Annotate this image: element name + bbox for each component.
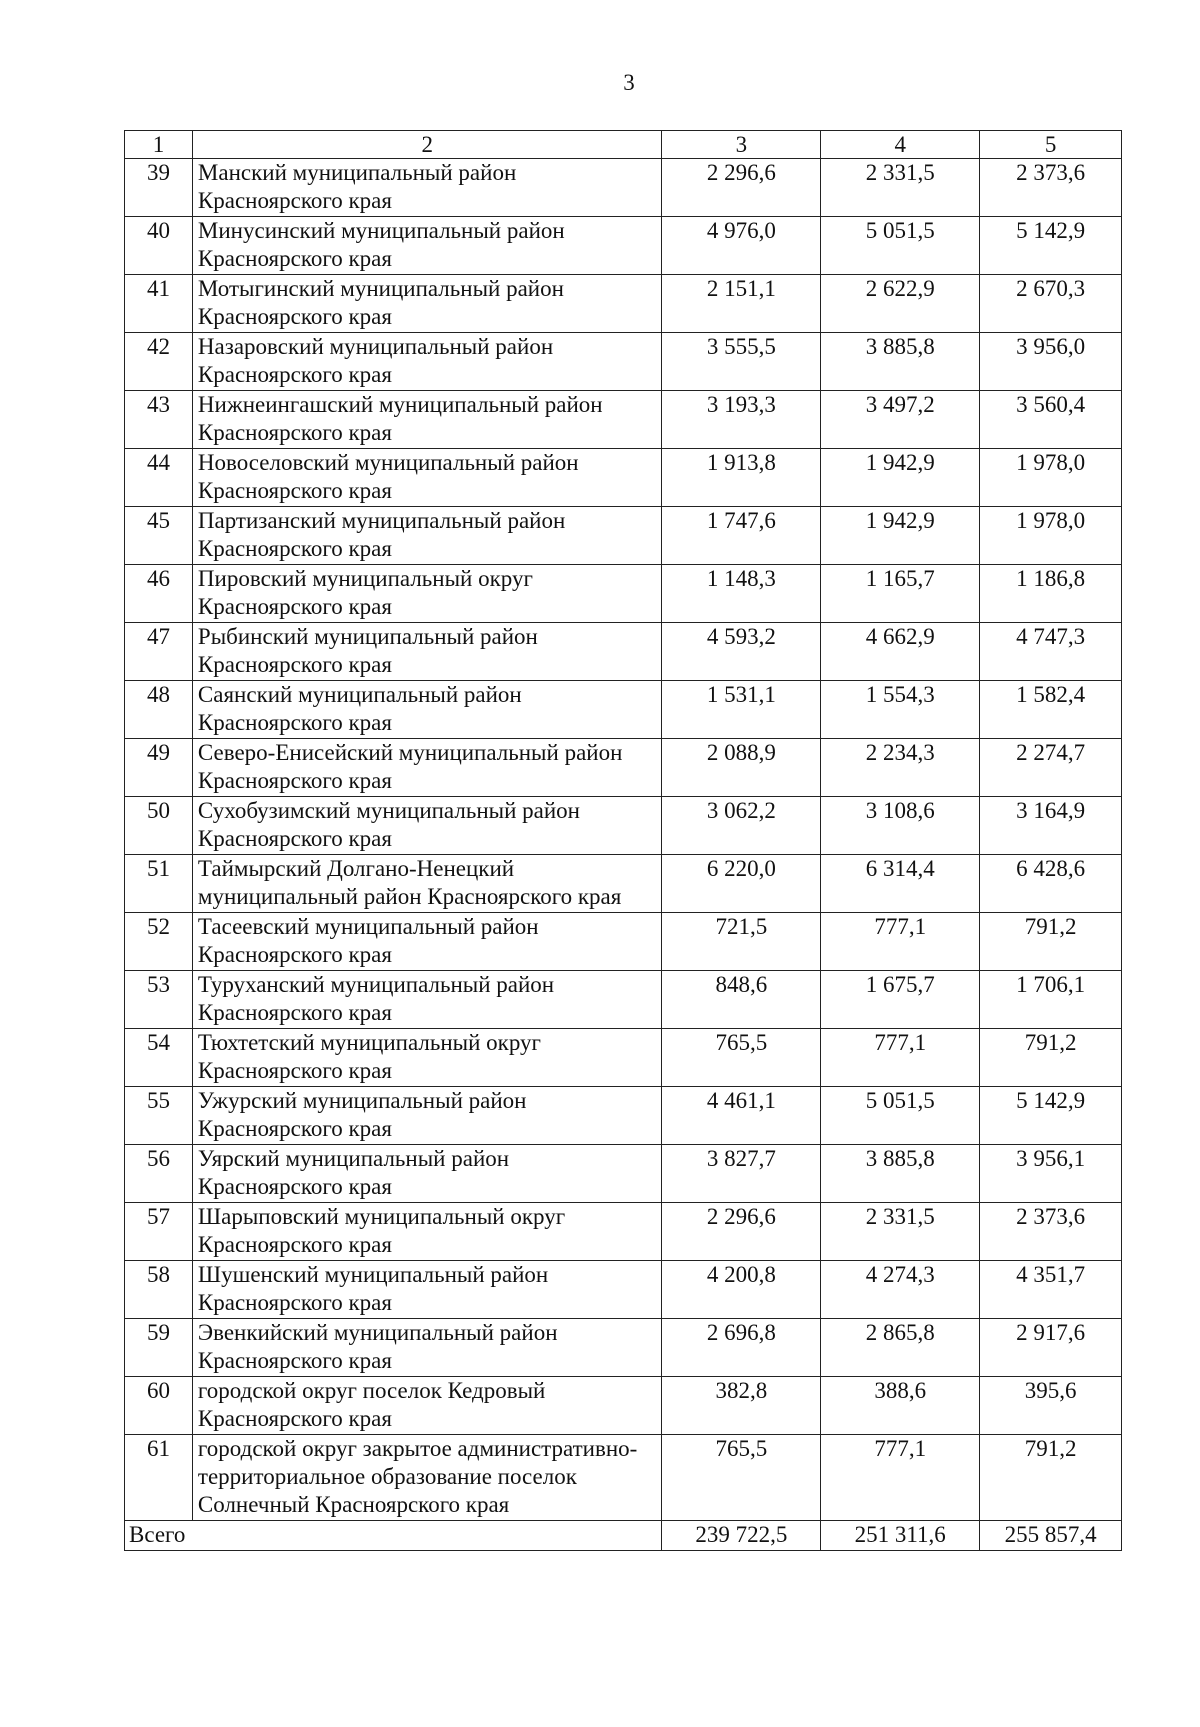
value-col4: 777,1 [821, 1029, 980, 1087]
municipality-name [192, 855, 662, 913]
value-col3: 848,6 [662, 971, 821, 1029]
table-row [125, 681, 1122, 739]
municipality-name-line: Красноярского края [197, 188, 392, 213]
value-col5: 1 978,0 [980, 449, 1122, 507]
value-col3: 4 200,8 [662, 1261, 821, 1319]
municipality-name-line: Минусинский муниципальный район [197, 218, 565, 243]
value-col4: 5 051,5 [821, 1087, 980, 1145]
municipality-name [192, 275, 662, 333]
municipality-name-line: муниципальный район Красноярского края [197, 884, 622, 909]
value-col3: 1 148,3 [662, 565, 821, 623]
municipality-name-line: Новоселовский муниципальный район [197, 450, 579, 475]
value-col5: 2 274,7 [980, 739, 1122, 797]
table-body [125, 159, 1122, 1521]
total-value-col3: 239 722,5 [662, 1521, 821, 1551]
table-row [125, 275, 1122, 333]
value-col3: 3 555,5 [662, 333, 821, 391]
row-number: 54 [125, 1029, 193, 1087]
table-row [125, 1261, 1122, 1319]
row-number: 48 [125, 681, 193, 739]
value-col5: 4 351,7 [980, 1261, 1122, 1319]
municipality-name [192, 159, 662, 217]
municipality-name-line: Тасеевский муниципальный район [197, 914, 539, 939]
municipality-name-line: Назаровский муниципальный район [197, 334, 554, 359]
municipality-name-line: Красноярского края [197, 710, 392, 735]
value-col3: 6 220,0 [662, 855, 821, 913]
value-col5: 5 142,9 [980, 217, 1122, 275]
value-col3: 1 913,8 [662, 449, 821, 507]
table-row [125, 855, 1122, 913]
table-row [125, 1203, 1122, 1261]
column-header-4: 4 [821, 131, 980, 159]
municipality-name-line: Красноярского края [197, 768, 392, 793]
table-row [125, 1029, 1122, 1087]
table-row [125, 1319, 1122, 1377]
table-row [125, 739, 1122, 797]
row-number: 53 [125, 971, 193, 1029]
value-col3: 2 296,6 [662, 159, 821, 217]
municipality-name-line: Шушенский муниципальный район [197, 1262, 549, 1287]
municipality-name-line: Красноярского края [197, 478, 392, 503]
value-col3: 765,5 [662, 1435, 821, 1521]
table-row [125, 913, 1122, 971]
row-number: 42 [125, 333, 193, 391]
value-col5: 2 373,6 [980, 1203, 1122, 1261]
municipality-name-line: Красноярского края [197, 1116, 392, 1141]
municipality-name-line: Красноярского края [197, 1406, 392, 1431]
value-col5: 4 747,3 [980, 623, 1122, 681]
value-col3: 2 088,9 [662, 739, 821, 797]
municipality-name-line: Рыбинский муниципальный район [197, 624, 538, 649]
value-col4: 3 885,8 [821, 333, 980, 391]
table-header [125, 131, 1122, 159]
municipality-name [192, 333, 662, 391]
municipality-name-line: Красноярского края [197, 304, 392, 329]
total-value-col4: 251 311,6 [821, 1521, 980, 1551]
municipality-name-line: Партизанский муниципальный район [197, 508, 566, 533]
column-header-3: 3 [662, 131, 821, 159]
value-col4: 6 314,4 [821, 855, 980, 913]
value-col4: 1 942,9 [821, 449, 980, 507]
municipality-name-line: Красноярского края [197, 826, 392, 851]
municipality-name [192, 971, 662, 1029]
municipality-name [192, 1319, 662, 1377]
value-col4: 1 165,7 [821, 565, 980, 623]
table-row [125, 565, 1122, 623]
value-col4: 2 865,8 [821, 1319, 980, 1377]
value-col5: 5 142,9 [980, 1087, 1122, 1145]
municipality-name-line: Красноярского края [197, 594, 392, 619]
table-row [125, 971, 1122, 1029]
value-col4: 2 331,5 [821, 159, 980, 217]
total-value-col5: 255 857,4 [980, 1521, 1122, 1551]
municipality-name [192, 623, 662, 681]
value-col3: 4 461,1 [662, 1087, 821, 1145]
municipality-name [192, 1377, 662, 1435]
header-row [125, 131, 1122, 159]
row-number: 60 [125, 1377, 193, 1435]
row-number: 43 [125, 391, 193, 449]
row-number: 56 [125, 1145, 193, 1203]
value-col5: 1 186,8 [980, 565, 1122, 623]
table-row [125, 623, 1122, 681]
row-number: 45 [125, 507, 193, 565]
value-col5: 2 373,6 [980, 159, 1122, 217]
value-col5: 791,2 [980, 913, 1122, 971]
municipality-name [192, 681, 662, 739]
municipality-name [192, 1145, 662, 1203]
municipality-name-line: Красноярского края [197, 1232, 392, 1257]
municipality-name-line: Красноярского края [197, 1058, 392, 1083]
municipality-name [192, 913, 662, 971]
municipality-name-line: Мотыгинский муниципальный район [197, 276, 564, 301]
value-col5: 791,2 [980, 1029, 1122, 1087]
municipality-name-line: Ужурский муниципальный район [197, 1088, 527, 1113]
municipality-name-line: Красноярского края [197, 1000, 392, 1025]
column-header-5: 5 [980, 131, 1122, 159]
row-number: 41 [125, 275, 193, 333]
value-col4: 3 497,2 [821, 391, 980, 449]
municipality-name-line: территориальное образование поселок [197, 1464, 577, 1489]
municipality-name-line: Эвенкийский муниципальный район [197, 1320, 558, 1345]
value-col5: 1 978,0 [980, 507, 1122, 565]
column-header-1: 1 [125, 131, 193, 159]
municipality-name-line: Красноярского края [197, 652, 392, 677]
value-col3: 2 151,1 [662, 275, 821, 333]
value-col3: 1 531,1 [662, 681, 821, 739]
municipality-name [192, 1087, 662, 1145]
value-col4: 3 108,6 [821, 797, 980, 855]
table-row [125, 449, 1122, 507]
value-col3: 4 593,2 [662, 623, 821, 681]
municipality-name-line: Красноярского края [197, 1348, 392, 1373]
row-number: 51 [125, 855, 193, 913]
table-row [125, 1377, 1122, 1435]
value-col3: 3 062,2 [662, 797, 821, 855]
row-number: 55 [125, 1087, 193, 1145]
municipality-name-line: Красноярского края [197, 1290, 392, 1315]
value-col4: 4 274,3 [821, 1261, 980, 1319]
value-col5: 3 956,1 [980, 1145, 1122, 1203]
municipality-name-line: Красноярского края [197, 536, 392, 561]
value-col3: 765,5 [662, 1029, 821, 1087]
municipality-name-line: городской округ закрытое административно- [197, 1436, 638, 1461]
value-col4: 1 554,3 [821, 681, 980, 739]
value-col3: 4 976,0 [662, 217, 821, 275]
table-row [125, 507, 1122, 565]
municipality-name [192, 507, 662, 565]
table-row [125, 1435, 1122, 1521]
value-col5: 791,2 [980, 1435, 1122, 1521]
value-col5: 3 956,0 [980, 333, 1122, 391]
municipality-name-line: Нижнеингашский муниципальный район [197, 392, 603, 417]
value-col3: 382,8 [662, 1377, 821, 1435]
value-col5: 2 917,6 [980, 1319, 1122, 1377]
row-number: 44 [125, 449, 193, 507]
value-col5: 6 428,6 [980, 855, 1122, 913]
municipality-name [192, 217, 662, 275]
value-col3: 3 193,3 [662, 391, 821, 449]
municipality-name-line: Туруханский муниципальный район [197, 972, 555, 997]
row-number: 58 [125, 1261, 193, 1319]
budget-allocation-table [124, 130, 1122, 1551]
municipality-name-line: Тюхтетский муниципальный округ [197, 1030, 541, 1055]
municipality-name-line: Шарыповский муниципальный округ [197, 1204, 566, 1229]
municipality-name-line: Солнечный Красноярского края [197, 1492, 510, 1517]
municipality-name [192, 1203, 662, 1261]
municipality-name [192, 565, 662, 623]
value-col3: 3 827,7 [662, 1145, 821, 1203]
table-row [125, 1087, 1122, 1145]
municipality-name-line: Саянский муниципальный район [197, 682, 522, 707]
municipality-name-line: Красноярского края [197, 1174, 392, 1199]
table-row [125, 159, 1122, 217]
value-col5: 395,6 [980, 1377, 1122, 1435]
value-col4: 388,6 [821, 1377, 980, 1435]
value-col5: 1 706,1 [980, 971, 1122, 1029]
total-label: Всего [125, 1521, 662, 1551]
row-number: 47 [125, 623, 193, 681]
row-number: 49 [125, 739, 193, 797]
value-col4: 2 234,3 [821, 739, 980, 797]
row-number: 52 [125, 913, 193, 971]
municipality-name [192, 449, 662, 507]
table-row [125, 217, 1122, 275]
table-row [125, 1145, 1122, 1203]
municipality-name [192, 1435, 662, 1521]
value-col4: 2 331,5 [821, 1203, 980, 1261]
row-number: 39 [125, 159, 193, 217]
row-number: 59 [125, 1319, 193, 1377]
value-col3: 721,5 [662, 913, 821, 971]
municipality-name [192, 797, 662, 855]
municipality-name [192, 391, 662, 449]
municipality-name-line: Уярский муниципальный район [197, 1146, 510, 1171]
municipality-name-line: Красноярского края [197, 246, 392, 271]
municipality-name [192, 739, 662, 797]
municipality-name-line: городской округ поселок Кедровый [197, 1378, 546, 1403]
municipality-name [192, 1261, 662, 1319]
total-row [125, 1521, 1122, 1551]
municipality-name-line: Пировский муниципальный округ [197, 566, 533, 591]
value-col5: 1 582,4 [980, 681, 1122, 739]
value-col5: 3 164,9 [980, 797, 1122, 855]
value-col4: 3 885,8 [821, 1145, 980, 1203]
value-col4: 5 051,5 [821, 217, 980, 275]
municipality-name-line: Северо-Енисейский муниципальный район [197, 740, 623, 765]
value-col3: 1 747,6 [662, 507, 821, 565]
row-number: 40 [125, 217, 193, 275]
municipality-name-line: Красноярского края [197, 362, 392, 387]
value-col5: 3 560,4 [980, 391, 1122, 449]
value-col3: 2 296,6 [662, 1203, 821, 1261]
table-row [125, 333, 1122, 391]
value-col4: 777,1 [821, 1435, 980, 1521]
value-col5: 2 670,3 [980, 275, 1122, 333]
value-col4: 2 622,9 [821, 275, 980, 333]
column-header-2: 2 [192, 131, 662, 159]
value-col4: 777,1 [821, 913, 980, 971]
row-number: 50 [125, 797, 193, 855]
row-number: 57 [125, 1203, 193, 1261]
value-col4: 1 942,9 [821, 507, 980, 565]
value-col3: 2 696,8 [662, 1319, 821, 1377]
municipality-name-line: Манский муниципальный район [197, 160, 517, 185]
value-col4: 1 675,7 [821, 971, 980, 1029]
value-col4: 4 662,9 [821, 623, 980, 681]
row-number: 46 [125, 565, 193, 623]
municipality-name-line: Красноярского края [197, 420, 392, 445]
page-number: 3 [623, 70, 635, 95]
municipality-name [192, 1029, 662, 1087]
municipality-name-line: Красноярского края [197, 942, 392, 967]
row-number: 61 [125, 1435, 193, 1521]
table-row [125, 391, 1122, 449]
municipality-name-line: Таймырский Долгано-Ненецкий [197, 856, 515, 881]
table-row [125, 797, 1122, 855]
municipality-name-line: Сухобузимский муниципальный район [197, 798, 580, 823]
